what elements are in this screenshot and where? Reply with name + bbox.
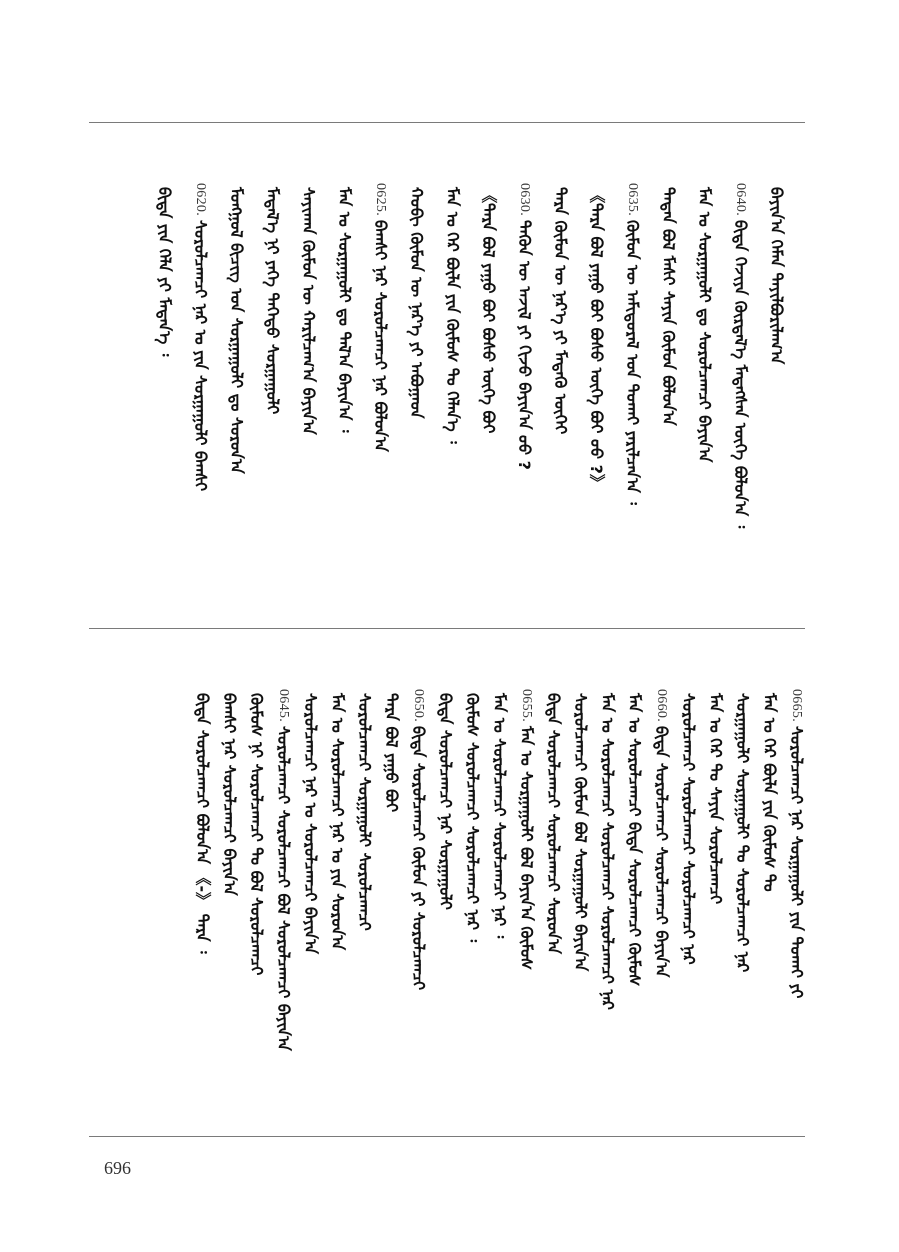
- mongolian-text-line: ᠮᠡᠳᠡᠯ᠎ᠡ ᠨᠢ ᠶᠡᠬᠡ ᠳᠡᠭᠡᠳᠦ ᠰᠤᠷᠭᠠᠭᠤᠯᠢ: [263, 187, 282, 415]
- text-column: [756, 689, 782, 892]
- text-column: [475, 183, 501, 433]
- mongolian-text-line: ᠮᠠᠨ ᠤ ᠰᠤᠷᠤᠯᠴᠠᠭᠴᠢ ᠰᠤᠷᠤᠯᠴᠠᠭᠴᠢ ᠨᠠᠷ ᠄: [490, 693, 509, 939]
- mongolian-text-line: ᠬᠦᠮᠦᠨ ᠦ ᠠᠮᠢᠳᠤᠷᠠᠯ ᠤᠨ ᠲᠤᠬᠠᠢ ᠶᠠᠷᠢᠯᠴᠠᠨ᠎ᠠ ᠄: [623, 220, 642, 505]
- line-number: 0640.: [733, 183, 748, 216]
- text-column: [621, 689, 647, 986]
- text-column: [727, 183, 753, 528]
- text-column: [540, 689, 566, 954]
- upper-section: [89, 123, 805, 628]
- line-number: 0645.: [276, 689, 291, 722]
- mongolian-text-line: ᠬᠦᠮᠦᠰ ᠰᠤᠷᠤᠯᠴᠠᠭᠴᠢ ᠰᠤᠷᠤᠯᠴᠠᠭᠴᠢ ᠨᠠᠷ ᠄: [463, 693, 482, 943]
- text-column: [187, 183, 213, 491]
- mongolian-text-line: ᠰᠤᠷᠭᠠᠭᠤᠯᠢ ᠰᠤᠷᠭᠠᠭᠤᠯᠢ ᠲᠤ ᠰᠤᠷᠤᠯᠴᠠᠭᠴᠢ ᠨᠠᠷ: [733, 693, 752, 973]
- mongolian-text-line: ᠬᠤᠪᠢ ᠬᠦᠮᠦᠨ ᠦ ᠨᠡᠷ᠎ᠡ ᠶᠢ ᠠᠪᠤᠭᠠᠳ: [407, 187, 426, 419]
- text-column: [297, 689, 323, 954]
- text-column: [151, 183, 177, 356]
- text-column: [691, 183, 717, 462]
- text-column: [729, 689, 755, 972]
- line-number: 0625.: [373, 183, 388, 216]
- text-column: [594, 689, 620, 1010]
- mongolian-text-line: ᠪᠢᠳᠡ ᠰᠤᠷᠤᠯᠴᠠᠭᠴᠢ ᠰᠤᠷᠤᠯᠴᠠᠭᠴᠢ ᠰᠤᠷᠤᠨ᠎ᠠ: [544, 693, 563, 955]
- mongolian-text-line: ᠲᠡᠷᠡ ᠬᠦᠮᠦᠨ ᠦ ᠨᠡᠷ᠎ᠡ ᠶᠢ ᠮᠡᠳᠡᠬᠦ ᠦᠭᠡᠢ: [551, 187, 570, 435]
- mongolian-text-line: ᠰᠤᠷᠤᠯᠴᠠᠭᠴᠢ ᠨᠠᠷ ᠤ ᠶᠢᠨ ᠰᠤᠷᠭᠠᠭᠤᠯᠢ ᠪᠠᠭᠰᠢ: [191, 220, 210, 492]
- mongolian-text-line: ᠪᠢᠳᠡ ᠰᠤᠷᠤᠯᠴᠠᠭᠴᠢ ᠬᠦᠮᠦᠨ ᠶᠢ ᠰᠤᠷᠤᠯᠴᠠᠭᠴᠢ: [409, 726, 428, 991]
- text-column: [763, 183, 789, 364]
- mongolian-text-line: ᠮᠠᠨ ᠤ ᠭᠡᠷ ᠪᠦᠯᠡ ᠶᠢᠨ ᠬᠦᠮᠦᠰ ᠲᠤ ᠬᠡᠯᠡᠨ᠎ᠡ ᠄: [443, 187, 462, 444]
- mongolian-text-line: ᠰᠤᠷᠤᠯᠴᠠᠭᠴᠢ ᠰᠤᠷᠭᠠᠭᠤᠯᠢ ᠰᠤᠷᠤᠯᠴᠠᠭᠴᠢ: [355, 693, 374, 931]
- mongolian-text-line: ᠬᠦᠮᠦᠰ ᠨᠢ ᠰᠤᠷᠤᠯᠴᠠᠭᠴᠢ ᠲᠤ ᠪᠣᠯ ᠰᠤᠷᠤᠯᠴᠠᠭᠴᠢ: [247, 693, 266, 976]
- mongolian-text-line: ᠮᠠᠨ ᠤ ᠰᠤᠷᠭᠠᠭᠤᠯᠢ ᠳᠤ ᠰᠤᠷᠤᠯᠴᠠᠭᠴᠢ ᠪᠠᠶᠢᠨ᠎ᠠ: [695, 187, 714, 463]
- text-column: [439, 183, 465, 444]
- line-number: 0655.: [519, 689, 534, 722]
- text-column: [295, 183, 321, 435]
- mongolian-text-line: ᠪᠢᠳᠡ ᠰᠤᠷᠤᠯᠴᠠᠭᠴᠢ ᠨᠠᠷ ᠰᠤᠷᠭᠠᠭᠤᠯᠢ: [436, 693, 455, 910]
- text-column: [331, 183, 357, 432]
- text-column: [243, 689, 269, 975]
- line-number: 0650.: [411, 689, 426, 722]
- mongolian-text-line: ᠪᠠᠭᠰᠢ ᠨᠠᠷ ᠰᠤᠷᠤᠯᠴᠠᠭᠴᠢ ᠨᠠᠷ ᠪᠤᠯᠤᠨ᠎ᠠ: [371, 220, 390, 452]
- mongolian-text-line: ᠲᠡᠷᠡ ᠪᠣᠯ ᠶᠠᠭᠤ ᠪᠣᠢ: [382, 693, 401, 813]
- text-column: [270, 689, 296, 1051]
- mongolian-text-line: 《ᠲᠡᠷᠡ ᠪᠣᠯ ᠶᠠᠭᠤ ᠪᠣᠢ ᠪᠤᠰᠤ ᠦᠭᠡ ᠪᠣᠢ ᠤᠤ ?》: [587, 187, 606, 490]
- mongolian-text-line: ᠮᠣᠩᠭᠣᠯ ᠪᠢᠴᠢᠭ ᠤᠨ ᠰᠤᠷᠭᠠᠭᠤᠯᠢ ᠳᠤ ᠰᠤᠷᠤᠨ᠎ᠠ: [227, 187, 246, 474]
- line-number: 0630.: [517, 183, 532, 216]
- line-number: 0635.: [625, 183, 640, 216]
- mongolian-text-line: ᠰᠤᠷᠤᠯᠴᠠᠭᠴᠢ ᠰᠤᠷᠤᠯᠴᠠᠭᠴᠢ ᠪᠣᠯ ᠰᠤᠷᠤᠯᠴᠠᠭᠴᠢ ᠪᠠᠶᠢᠨ᠎ᠠ: [274, 726, 293, 1051]
- text-column: [547, 183, 573, 434]
- text-column: [378, 689, 404, 812]
- text-column: [259, 183, 285, 414]
- mongolian-text-line: ᠪᠢᠳᠡ ᠶᠢᠨ ᠬᠡᠯᠡ ᠶᠢ ᠮᠡᠳᠡᠨ᠎ᠡ ᠄: [155, 187, 174, 357]
- text-column: [223, 183, 249, 474]
- page-number: 696: [104, 1158, 131, 1178]
- text-column: [648, 689, 674, 977]
- mongolian-text-line: ᠪᠢᠳᠡ ᠰᠤᠷᠤᠯᠴᠠᠭᠴᠢ ᠪᠣᠯᠤᠨ᠎ᠠ 《-》 ᠲᠡᠷᠡ ᠄: [193, 693, 212, 954]
- text-column: [405, 689, 431, 990]
- mongolian-text-line: ᠲᠡᠳᠡᠨ ᠪᠣᠯ ᠮᠠᠰᠢ ᠰᠠᠶᠢᠨ ᠬᠦᠮᠦᠨ ᠪᠣᠯᠤᠨ᠎ᠠ: [659, 187, 678, 426]
- lower-section: [89, 629, 805, 1136]
- mongolian-text-line: ᠰᠠᠶᠢᠬᠠᠨ ᠬᠦᠮᠦᠨ ᠦ ᠬᠠᠷᠢᠯᠴᠠᠭ᠎ᠠ ᠪᠠᠶᠢᠨ᠎ᠠ: [299, 187, 318, 435]
- line-number: 0620.: [193, 183, 208, 216]
- text-column: [351, 689, 377, 931]
- text-column: [216, 689, 242, 896]
- text-column: [655, 183, 681, 426]
- text-column: [619, 183, 645, 505]
- text-column: [189, 689, 215, 954]
- mongolian-text-line: 《ᠲᠡᠷᠡ ᠪᠣᠯ ᠶᠠᠭᠤ ᠪᠣᠢ ᠪᠤᠰᠤ ᠦᠭᠡ ᠪᠣᠢ: [479, 187, 498, 434]
- line-number: 0660.: [654, 689, 669, 722]
- text-column: [567, 689, 593, 971]
- text-column: [432, 689, 458, 910]
- mongolian-text-line: ᠮᠠᠨ ᠤ ᠰᠤᠷᠤᠯᠴᠠᠭᠴᠢ ᠰᠤᠷᠤᠯᠴᠠᠭᠴᠢ ᠰᠤᠷᠤᠯᠴᠠᠭᠴᠢ ᠨᠠᠷ: [598, 693, 617, 1010]
- mongolian-text-line: ᠰᠤᠷᠤᠯᠴᠠᠭᠴᠢ ᠨᠠᠷ ᠤ ᠰᠤᠷᠤᠯᠴᠠᠭᠴᠢ ᠪᠠᠶᠢᠨ᠎ᠠ: [301, 693, 320, 955]
- mongolian-text-line: ᠮᠠᠨ ᠤ ᠰᠤᠷᠭᠠᠭᠤᠯᠢ ᠳᠤ ᠲᠠᠯ᠎ᠠ ᠪᠠᠶᠢᠨ᠎ᠠ ᠄: [335, 187, 354, 433]
- mongolian-text-line: ᠮᠠᠨ ᠤ ᠭᠡᠷ ᠪᠦᠯᠡ ᠶᠢᠨ ᠬᠦᠮᠦᠰ ᠲᠤ: [760, 693, 779, 892]
- mongolian-text-line: ᠪᠢᠳᠡ ᠬᠡᠵᠢᠶᠡ ᠬᠦᠷᠲᠡᠯ᠎ᠡ ᠮᠡᠳᠡᠭᠰᠡᠨ ᠦᠭᠡ ᠪᠣᠯᠣᠨ᠎ᠠ ᠄: [731, 220, 750, 529]
- line-number: 0665.: [789, 689, 804, 722]
- mongolian-text-line: ᠲᠡᠭᠦᠨ ᠦ ᠠᠵᠢᠯ ᠶᠢ ᠬᠢᠵᠦ ᠪᠠᠶᠢᠨ᠎ᠠ ᠤᠤ ?: [515, 220, 534, 470]
- mongolian-text-line: ᠰᠤᠷᠤᠯᠴᠠᠭᠴᠢ ᠨᠠᠷ ᠰᠤᠷᠭᠠᠭᠤᠯᠢ ᠶᠢᠨ ᠲᠤᠬᠠᠢ ᠶᠢ: [787, 726, 806, 999]
- text-column: [403, 183, 429, 419]
- text-column: [459, 689, 485, 942]
- text-column: [511, 183, 537, 470]
- mongolian-text-line: ᠰᠤᠷᠤᠯᠴᠠᠭᠴᠢ ᠬᠦᠮᠦᠨ ᠪᠣᠯ ᠰᠤᠷᠭᠠᠭᠤᠯᠢ ᠪᠠᠶᠢᠨ᠎ᠠ: [571, 693, 590, 972]
- mongolian-text-line: ᠰᠤᠷᠤᠯᠴᠠᠭᠴᠢ ᠰᠤᠷᠤᠯᠴᠠᠭᠴᠢ ᠰᠤᠷᠤᠯᠴᠠᠭᠴᠢ ᠨᠠᠷ: [679, 693, 698, 965]
- mongolian-text-line: ᠮᠠᠨ ᠤ ᠭᠡᠷ ᠲᠤ ᠰᠠᠶᠢᠨ ᠰᠤᠷᠤᠯᠴᠠᠭᠴᠢ: [706, 693, 725, 905]
- text-column: [324, 689, 350, 950]
- text-column: [486, 689, 512, 938]
- bottom-rule: [89, 1136, 805, 1137]
- text-column: [583, 183, 609, 490]
- mongolian-text-line: ᠮᠠᠨ ᠤ ᠰᠤᠷᠭᠠᠭᠤᠯᠢ ᠪᠣᠯ ᠪᠠᠶᠢᠨ᠎ᠠ ᠬᠦᠮᠦᠰ: [517, 726, 536, 970]
- text-column: [675, 689, 701, 965]
- text-column: [513, 689, 539, 970]
- text-column: [367, 183, 393, 452]
- mongolian-text-line: ᠮᠠᠨ ᠤ ᠰᠤᠷᠤᠯᠴᠠᠭᠴᠢ ᠪᠢᠳᠡ ᠰᠤᠷᠤᠯᠴᠠᠭᠴᠢ ᠬᠦᠮᠦᠰ: [625, 693, 644, 987]
- mongolian-text-line: ᠮᠠᠨ ᠤ ᠰᠤᠷᠤᠯᠴᠠᠭᠴᠢ ᠨᠠᠷ ᠤ ᠶᠢᠨ ᠰᠤᠷᠤᠨ᠎ᠠ: [328, 693, 347, 951]
- mongolian-text-line: ᠪᠠᠶᠢᠨ᠎ᠠ ᠬᠡᠮᠡᠨ ᠲᠠᠶᠢᠯᠪᠤᠷᠢᠯᠠᠭ᠎ᠠ: [767, 187, 786, 365]
- text-column: [702, 689, 728, 904]
- mongolian-text-line: ᠪᠢᠳᠡ ᠰᠤᠷᠤᠯᠴᠠᠭᠴᠢ ᠰᠤᠷᠤᠯᠴᠠᠭᠴᠢ ᠪᠠᠶᠢᠨ᠎ᠠ: [652, 726, 671, 978]
- mongolian-text-line: ᠪᠠᠭᠰᠢ ᠨᠠᠷ ᠰᠤᠷᠤᠯᠴᠠᠭᠴᠢ ᠪᠠᠶᠢᠨ᠎ᠠ: [220, 693, 239, 896]
- text-column: [783, 689, 809, 998]
